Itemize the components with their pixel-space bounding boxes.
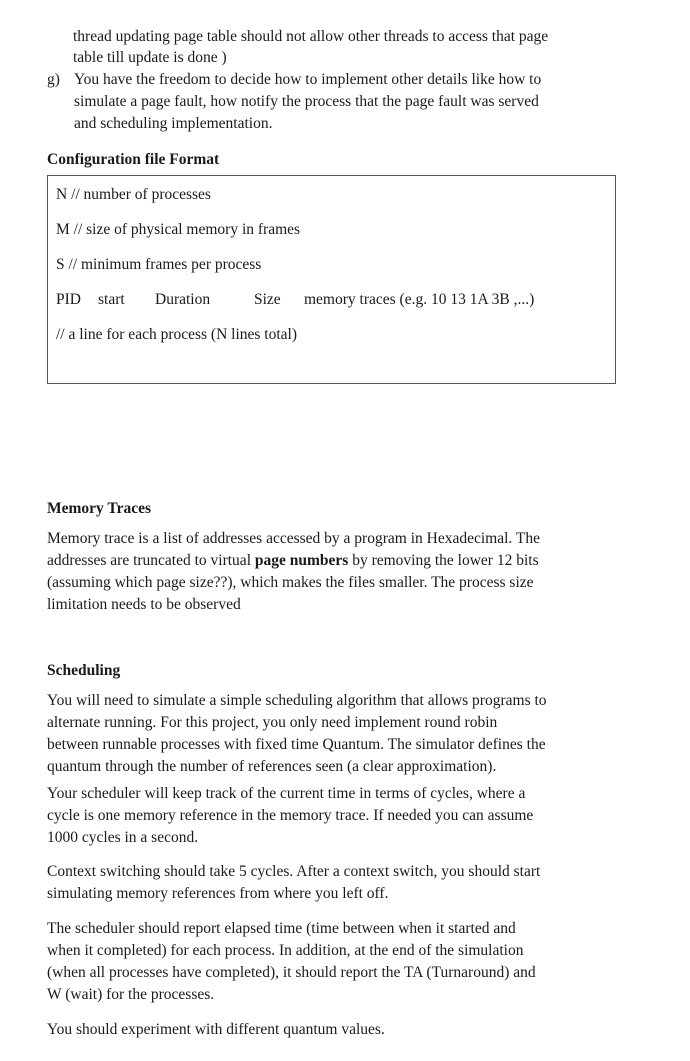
intro-line-2: table till update is done ) xyxy=(73,49,227,66)
memory-traces-heading: Memory Traces xyxy=(47,500,152,517)
scheduling-p1-line-2: alternate running. For this project, you only need implement round robin xyxy=(47,714,498,731)
intro-line-1: thread updating page table should not allow other threads to access that page xyxy=(73,28,549,45)
config-format-box xyxy=(47,175,616,384)
item-g-line-2: simulate a page fault, how notify the process that the page fault was served xyxy=(74,93,539,110)
config-line-s: S // minimum frames per process xyxy=(56,256,262,273)
memory-traces-line-2-post: by removing the lower 12 bits xyxy=(348,552,539,569)
pid-label: PID xyxy=(56,291,81,308)
memory-traces-line-2-pre: addresses are truncated to virtual xyxy=(47,552,255,569)
config-last-line: // a line for each process (N lines total) xyxy=(56,326,298,343)
size-label: Size xyxy=(254,291,281,308)
memory-traces-line-2 xyxy=(47,550,539,572)
scheduling-heading: Scheduling xyxy=(47,662,121,679)
scheduling-p4-line-4: W (wait) for the processes. xyxy=(47,986,215,1003)
page-numbers-bold: page numbers xyxy=(254,552,349,569)
scheduling-p5-line-1: You should experiment with different quantum values. xyxy=(47,1021,385,1038)
scheduling-p2-line-1: Your scheduler will keep track of the current time in terms of cycles, where a xyxy=(47,785,526,802)
scheduling-p4-line-2: when it completed) for each process. In addition, at the end of the simulation xyxy=(47,942,524,959)
item-g-line-1: You have the freedom to decide how to implement other details like how to xyxy=(74,71,542,88)
config-pid-row xyxy=(56,289,534,311)
config-heading: Configuration file Format xyxy=(47,151,220,168)
config-line-n: N // number of processes xyxy=(56,186,211,203)
scheduling-p2-line-2: cycle is one memory reference in the memory trace. If needed you can assume xyxy=(47,807,534,824)
scheduling-p4-line-3: (when all processes have completed), it should report the TA (Turnaround) and xyxy=(47,964,536,981)
scheduling-p4-line-1: The scheduler should report elapsed time (time between when it started and xyxy=(47,920,516,937)
scheduling-p3-line-2: simulating memory references from where you left off. xyxy=(47,885,389,902)
memory-traces-line-3: (assuming which page size??), which makes the files smaller. The process size xyxy=(47,574,534,591)
scheduling-p1-line-1: You will need to simulate a simple scheduling algorithm that allows programs to xyxy=(47,692,547,709)
scheduling-p1-line-4: quantum through the number of references seen (a clear approximation). xyxy=(47,758,497,775)
memory-traces-line-4: limitation needs to be observed xyxy=(47,596,241,613)
scheduling-p3-line-1: Context switching should take 5 cycles. After a context switch, you should start xyxy=(47,863,541,880)
list-marker-g: g) xyxy=(47,71,60,88)
item-g-line-3: and scheduling implementation. xyxy=(74,115,273,132)
traces-label: memory traces (e.g. 10 13 1A 3B ,...) xyxy=(304,291,535,308)
memory-traces-line-1: Memory trace is a list of addresses accessed by a program in Hexadecimal. The xyxy=(47,530,540,547)
scheduling-p1-line-3: between runnable processes with fixed time Quantum. The simulator defines the xyxy=(47,736,546,753)
start-label: start xyxy=(98,291,125,308)
duration-label: Duration xyxy=(155,291,211,308)
scheduling-p2-line-3: 1000 cycles in a second. xyxy=(47,829,199,846)
config-line-m: M // size of physical memory in frames xyxy=(56,221,301,238)
